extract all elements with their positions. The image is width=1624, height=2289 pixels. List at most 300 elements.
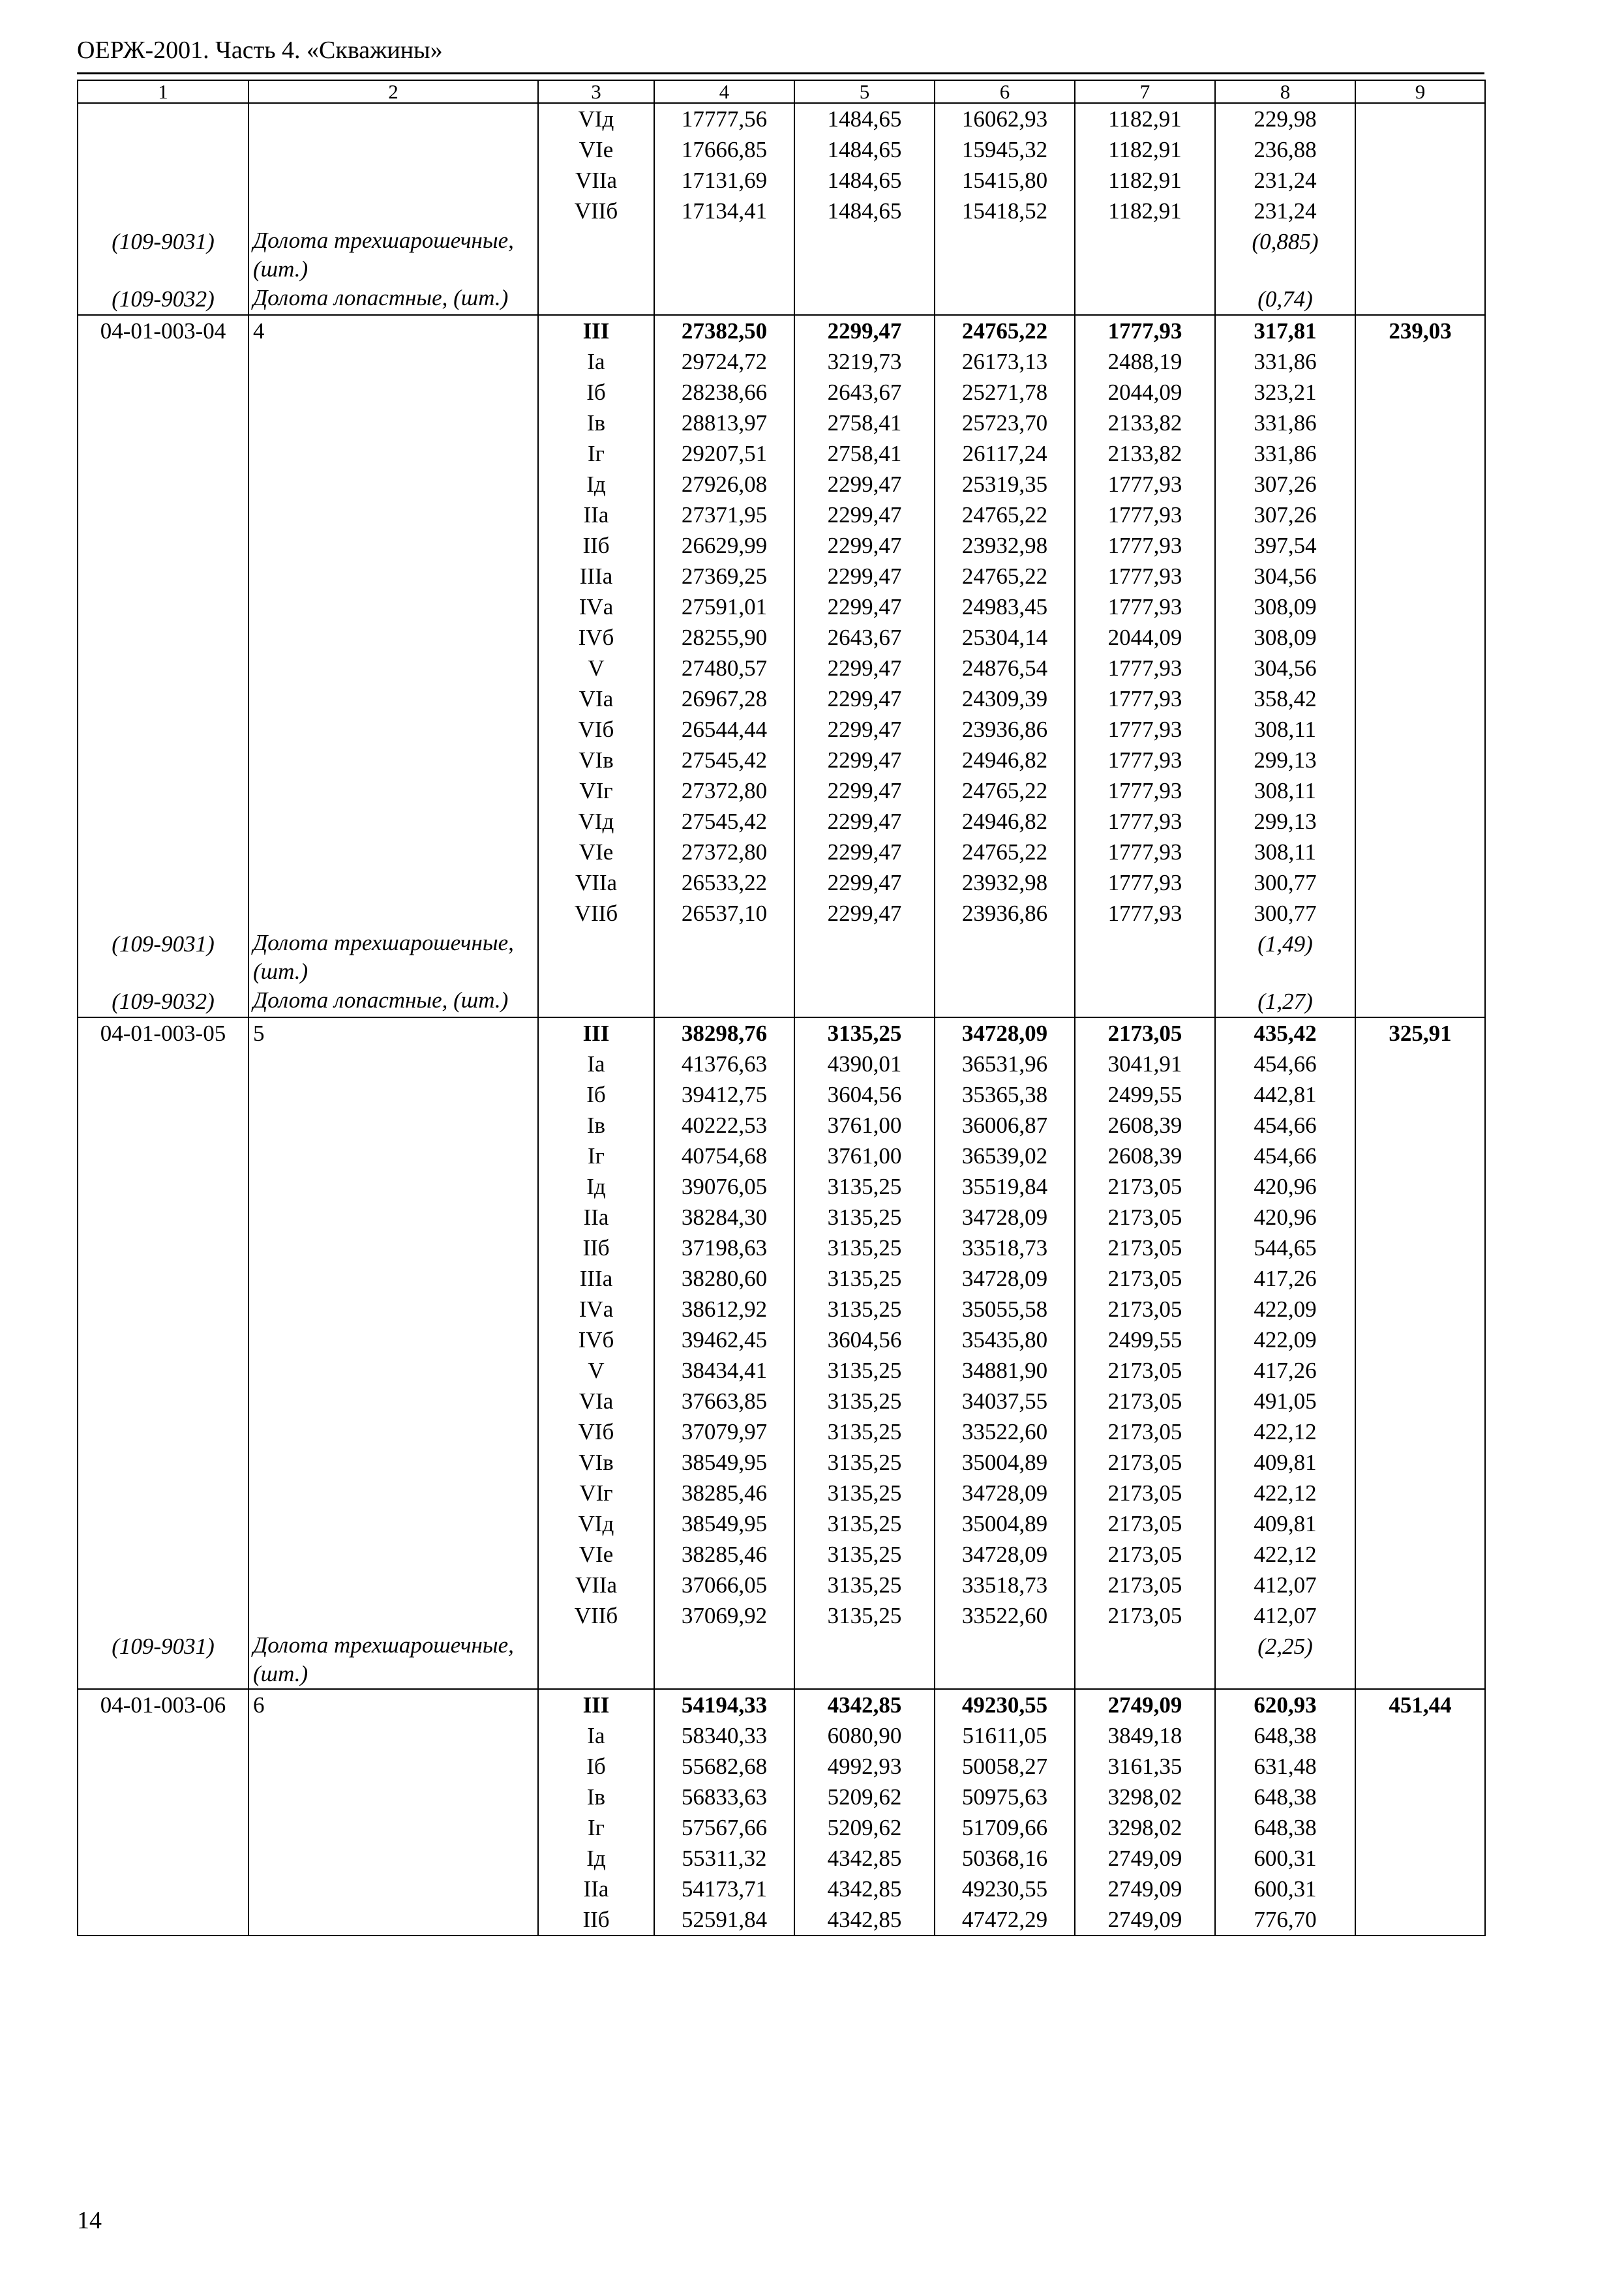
value-cell: 2299,47	[794, 530, 935, 561]
table-row	[78, 683, 1485, 714]
cell-name	[248, 1782, 538, 1812]
cell-name	[248, 165, 538, 196]
value-cell: 26967,28	[654, 683, 794, 714]
value-cell: 1777,93	[1075, 683, 1215, 714]
value-cell: 33518,73	[935, 1233, 1075, 1263]
value-cell: 35435,80	[935, 1324, 1075, 1355]
value-cell: 3219,73	[794, 346, 935, 377]
table-row	[78, 196, 1485, 226]
value-cell: 24765,22	[935, 500, 1075, 530]
value-cell: 454,66	[1215, 1141, 1355, 1171]
value-cell: 26537,10	[654, 898, 794, 929]
labor-cost-cell	[1355, 1812, 1485, 1843]
territory-category: Iг	[538, 1812, 654, 1843]
cell-name	[248, 1751, 538, 1782]
value-cell: 38549,95	[654, 1508, 794, 1539]
cell-name	[248, 683, 538, 714]
resource-quantity: (1,49)	[1215, 929, 1355, 986]
labor-cost-cell	[1355, 196, 1485, 226]
value-cell: 24765,22	[935, 837, 1075, 867]
value-cell: 331,86	[1215, 438, 1355, 469]
labor-cost-cell	[1355, 1049, 1485, 1079]
value-cell: 4342,85	[794, 1689, 935, 1720]
cell-name	[248, 714, 538, 745]
value-cell: 2173,05	[1075, 1447, 1215, 1478]
cell-code	[78, 775, 248, 806]
value-cell: 3604,56	[794, 1324, 935, 1355]
resource-quantity: (1,27)	[1215, 986, 1355, 1017]
table-row	[78, 1904, 1485, 1936]
value-cell: 317,81	[1215, 315, 1355, 346]
territory-category: Iв	[538, 1110, 654, 1141]
cell-code	[78, 867, 248, 898]
table-row	[78, 1386, 1485, 1416]
value-cell	[935, 986, 1075, 1017]
header-rule	[77, 72, 1484, 74]
value-cell: 3135,25	[794, 1508, 935, 1539]
labor-cost-cell	[1355, 1631, 1485, 1689]
value-cell: 35055,58	[935, 1294, 1075, 1324]
territory-category: VIв	[538, 745, 654, 775]
cell-name	[248, 1324, 538, 1355]
territory-category: VIе	[538, 837, 654, 867]
value-cell: 40754,68	[654, 1141, 794, 1171]
cell-name	[248, 1843, 538, 1874]
resource-code: (109-9031)	[78, 226, 248, 284]
cell-name	[248, 196, 538, 226]
value-cell: 1484,65	[794, 165, 935, 196]
value-cell: 2299,47	[794, 561, 935, 591]
value-cell: 422,09	[1215, 1294, 1355, 1324]
value-cell: 307,26	[1215, 500, 1355, 530]
value-cell: 3298,02	[1075, 1812, 1215, 1843]
value-cell: 38284,30	[654, 1202, 794, 1233]
value-cell: 776,70	[1215, 1904, 1355, 1936]
value-cell: 2173,05	[1075, 1263, 1215, 1294]
territory-category	[538, 1631, 654, 1689]
table-row	[78, 591, 1485, 622]
value-cell: 2299,47	[794, 469, 935, 500]
value-cell: 26629,99	[654, 530, 794, 561]
resource-note-row	[78, 929, 1485, 986]
cell-name	[248, 134, 538, 165]
table-row	[78, 1689, 1485, 1720]
value-cell: 1777,93	[1075, 500, 1215, 530]
value-cell: 17131,69	[654, 165, 794, 196]
labor-cost-cell	[1355, 898, 1485, 929]
table-row	[78, 1812, 1485, 1843]
value-cell: 17134,41	[654, 196, 794, 226]
value-cell: 648,38	[1215, 1782, 1355, 1812]
value-cell: 2173,05	[1075, 1386, 1215, 1416]
cell-name	[248, 1263, 538, 1294]
value-cell: 6080,90	[794, 1720, 935, 1751]
value-cell: 2499,55	[1075, 1324, 1215, 1355]
territory-category: Iб	[538, 377, 654, 408]
table-row	[78, 622, 1485, 653]
value-cell: 27480,57	[654, 653, 794, 683]
labor-cost-cell	[1355, 622, 1485, 653]
cell-name	[248, 408, 538, 438]
value-cell: 2608,39	[1075, 1110, 1215, 1141]
value-cell: 331,86	[1215, 346, 1355, 377]
column-number: 5	[794, 80, 935, 103]
table-row	[78, 1874, 1485, 1904]
cell-name	[248, 469, 538, 500]
value-cell: 1777,93	[1075, 745, 1215, 775]
value-cell: 1182,91	[1075, 165, 1215, 196]
value-cell: 1777,93	[1075, 867, 1215, 898]
value-cell: 307,26	[1215, 469, 1355, 500]
value-cell: 23932,98	[935, 530, 1075, 561]
value-cell: 27591,01	[654, 591, 794, 622]
value-cell	[794, 986, 935, 1017]
value-cell: 2299,47	[794, 867, 935, 898]
value-cell: 2173,05	[1075, 1416, 1215, 1447]
value-cell: 54173,71	[654, 1874, 794, 1904]
value-cell: 300,77	[1215, 898, 1355, 929]
labor-cost-cell	[1355, 986, 1485, 1017]
labor-cost-cell	[1355, 1171, 1485, 1202]
value-cell: 442,81	[1215, 1079, 1355, 1110]
cell-name	[248, 653, 538, 683]
cell-name	[248, 500, 538, 530]
value-cell: 26117,24	[935, 438, 1075, 469]
cell-name	[248, 1600, 538, 1631]
labor-cost-cell	[1355, 346, 1485, 377]
value-cell: 2044,09	[1075, 377, 1215, 408]
value-cell	[654, 226, 794, 284]
value-cell: 3135,25	[794, 1263, 935, 1294]
value-cell: 2044,09	[1075, 622, 1215, 653]
labor-cost-cell	[1355, 1874, 1485, 1904]
rate-code: 04-01-003-06	[78, 1689, 248, 1720]
cell-code	[78, 408, 248, 438]
value-cell: 50975,63	[935, 1782, 1075, 1812]
value-cell: 2608,39	[1075, 1141, 1215, 1171]
value-cell: 1777,93	[1075, 806, 1215, 837]
labor-cost-cell: 325,91	[1355, 1017, 1485, 1049]
value-cell: 3298,02	[1075, 1782, 1215, 1812]
labor-cost-cell	[1355, 929, 1485, 986]
value-cell: 358,42	[1215, 683, 1355, 714]
value-cell: 2173,05	[1075, 1570, 1215, 1600]
territory-category: VIд	[538, 1508, 654, 1539]
value-cell: 2488,19	[1075, 346, 1215, 377]
labor-cost-cell	[1355, 377, 1485, 408]
territory-category: VIа	[538, 683, 654, 714]
table-row	[78, 1171, 1485, 1202]
table-row	[78, 1539, 1485, 1570]
value-cell: 56833,63	[654, 1782, 794, 1812]
value-cell: 24946,82	[935, 745, 1075, 775]
value-cell: 41376,63	[654, 1049, 794, 1079]
value-cell: 417,26	[1215, 1263, 1355, 1294]
value-cell: 409,81	[1215, 1508, 1355, 1539]
labor-cost-cell	[1355, 1233, 1485, 1263]
territory-category: IVа	[538, 1294, 654, 1324]
table-row	[78, 1720, 1485, 1751]
labor-cost-cell	[1355, 1324, 1485, 1355]
value-cell: 2173,05	[1075, 1202, 1215, 1233]
value-cell: 3849,18	[1075, 1720, 1215, 1751]
territory-category: Iв	[538, 1782, 654, 1812]
value-cell: 17777,56	[654, 103, 794, 134]
value-cell: 331,86	[1215, 408, 1355, 438]
territory-category: VIв	[538, 1447, 654, 1478]
table-row	[78, 1447, 1485, 1478]
value-cell: 454,66	[1215, 1110, 1355, 1141]
value-cell: 412,07	[1215, 1600, 1355, 1631]
territory-category: IIа	[538, 1874, 654, 1904]
value-cell: 24309,39	[935, 683, 1075, 714]
table-row	[78, 561, 1485, 591]
value-cell: 35365,38	[935, 1079, 1075, 1110]
value-cell: 2133,82	[1075, 408, 1215, 438]
table-row	[78, 1263, 1485, 1294]
value-cell: 2299,47	[794, 683, 935, 714]
value-cell: 236,88	[1215, 134, 1355, 165]
value-cell: 1777,93	[1075, 469, 1215, 500]
page-number: 14	[77, 2207, 102, 2234]
value-cell: 51611,05	[935, 1720, 1075, 1751]
territory-category: III	[538, 315, 654, 346]
territory-category: IVа	[538, 591, 654, 622]
value-cell: 54194,33	[654, 1689, 794, 1720]
value-cell: 5209,62	[794, 1812, 935, 1843]
value-cell: 1777,93	[1075, 714, 1215, 745]
value-cell: 3135,25	[794, 1171, 935, 1202]
value-cell: 50368,16	[935, 1843, 1075, 1874]
value-cell: 27545,42	[654, 745, 794, 775]
labor-cost-cell	[1355, 1508, 1485, 1539]
labor-cost-cell	[1355, 1600, 1485, 1631]
value-cell: 323,21	[1215, 377, 1355, 408]
value-cell: 34037,55	[935, 1386, 1075, 1416]
cell-name	[248, 530, 538, 561]
labor-cost-cell	[1355, 1110, 1485, 1141]
value-cell: 308,11	[1215, 837, 1355, 867]
value-cell: 600,31	[1215, 1874, 1355, 1904]
cell-code	[78, 1539, 248, 1570]
cell-code	[78, 134, 248, 165]
value-cell: 27382,50	[654, 315, 794, 346]
rate-label: 6	[248, 1689, 538, 1720]
value-cell: 34728,09	[935, 1202, 1075, 1233]
cell-name	[248, 622, 538, 653]
cell-name	[248, 1049, 538, 1079]
value-cell: 308,11	[1215, 714, 1355, 745]
rate-code: 04-01-003-04	[78, 315, 248, 346]
value-cell: 57567,66	[654, 1812, 794, 1843]
value-cell: 2173,05	[1075, 1355, 1215, 1386]
value-cell	[1075, 226, 1215, 284]
table-row	[78, 408, 1485, 438]
labor-cost-cell	[1355, 1720, 1485, 1751]
territory-category: VIIб	[538, 1600, 654, 1631]
table-row	[78, 867, 1485, 898]
value-cell: 1777,93	[1075, 653, 1215, 683]
cell-code	[78, 745, 248, 775]
cell-code	[78, 622, 248, 653]
value-cell: 544,65	[1215, 1233, 1355, 1263]
value-cell: 2299,47	[794, 653, 935, 683]
value-cell: 34728,09	[935, 1263, 1075, 1294]
value-cell: 33522,60	[935, 1416, 1075, 1447]
value-cell: 27926,08	[654, 469, 794, 500]
value-cell: 55311,32	[654, 1843, 794, 1874]
labor-cost-cell	[1355, 1478, 1485, 1508]
value-cell: 2299,47	[794, 837, 935, 867]
value-cell: 2749,09	[1075, 1843, 1215, 1874]
table-row	[78, 500, 1485, 530]
cell-name	[248, 591, 538, 622]
value-cell: 3135,25	[794, 1600, 935, 1631]
value-cell: 34728,09	[935, 1478, 1075, 1508]
cell-name	[248, 775, 538, 806]
value-cell: 3135,25	[794, 1386, 935, 1416]
value-cell: 2749,09	[1075, 1874, 1215, 1904]
cell-name	[248, 1874, 538, 1904]
labor-cost-cell	[1355, 1539, 1485, 1570]
value-cell: 38549,95	[654, 1447, 794, 1478]
cell-name	[248, 1110, 538, 1141]
value-cell: 422,12	[1215, 1416, 1355, 1447]
value-cell: 631,48	[1215, 1751, 1355, 1782]
labor-cost-cell	[1355, 775, 1485, 806]
territory-category	[538, 226, 654, 284]
cell-name	[248, 1386, 538, 1416]
cell-code	[78, 837, 248, 867]
value-cell: 37663,85	[654, 1386, 794, 1416]
cell-code	[78, 714, 248, 745]
cell-code	[78, 1049, 248, 1079]
value-cell: 3135,25	[794, 1416, 935, 1447]
labor-cost-cell	[1355, 1751, 1485, 1782]
territory-category: VIг	[538, 775, 654, 806]
cell-name	[248, 1904, 538, 1936]
cell-name	[248, 346, 538, 377]
value-cell: 2643,67	[794, 377, 935, 408]
cell-code	[78, 1324, 248, 1355]
value-cell: 29724,72	[654, 346, 794, 377]
labor-cost-cell	[1355, 837, 1485, 867]
table-row	[78, 1508, 1485, 1539]
value-cell: 2173,05	[1075, 1508, 1215, 1539]
territory-category: VIIб	[538, 898, 654, 929]
value-cell: 49230,55	[935, 1874, 1075, 1904]
value-cell: 1484,65	[794, 196, 935, 226]
table-row	[78, 775, 1485, 806]
value-cell: 3041,91	[1075, 1049, 1215, 1079]
cell-name	[248, 561, 538, 591]
value-cell: 36539,02	[935, 1141, 1075, 1171]
territory-category: Iд	[538, 469, 654, 500]
territory-category: VIIа	[538, 1570, 654, 1600]
table-row	[78, 1079, 1485, 1110]
cell-code	[78, 500, 248, 530]
value-cell: 38434,41	[654, 1355, 794, 1386]
cell-code	[78, 1751, 248, 1782]
value-cell: 2173,05	[1075, 1600, 1215, 1631]
cell-name	[248, 1416, 538, 1447]
cell-code	[78, 1600, 248, 1631]
cell-code	[78, 1233, 248, 1263]
table-row	[78, 530, 1485, 561]
value-cell: 2749,09	[1075, 1904, 1215, 1936]
labor-cost-cell	[1355, 745, 1485, 775]
value-cell: 28238,66	[654, 377, 794, 408]
value-cell: 600,31	[1215, 1843, 1355, 1874]
cell-code	[78, 898, 248, 929]
value-cell: 58340,33	[654, 1720, 794, 1751]
value-cell: 33518,73	[935, 1570, 1075, 1600]
value-cell: 3761,00	[794, 1110, 935, 1141]
value-cell: 2499,55	[1075, 1079, 1215, 1110]
cell-code	[78, 1812, 248, 1843]
table-row	[78, 1416, 1485, 1447]
cell-code	[78, 1508, 248, 1539]
cell-name	[248, 1171, 538, 1202]
cell-code	[78, 1355, 248, 1386]
territory-category: VIд	[538, 806, 654, 837]
territory-category: IIб	[538, 1233, 654, 1263]
table-row	[78, 438, 1485, 469]
labor-cost-cell: 239,03	[1355, 315, 1485, 346]
value-cell: 417,26	[1215, 1355, 1355, 1386]
labor-cost-cell	[1355, 1355, 1485, 1386]
value-cell: 34728,09	[935, 1017, 1075, 1049]
territory-category: IVб	[538, 622, 654, 653]
table-row	[78, 837, 1485, 867]
table-row	[78, 898, 1485, 929]
column-number: 1	[78, 80, 248, 103]
cell-code	[78, 561, 248, 591]
value-cell: 1484,65	[794, 103, 935, 134]
value-cell: 28813,97	[654, 408, 794, 438]
resource-code: (109-9032)	[78, 284, 248, 315]
territory-category: IIа	[538, 1202, 654, 1233]
cell-code	[78, 1874, 248, 1904]
value-cell: 24876,54	[935, 653, 1075, 683]
territory-category: IIб	[538, 1904, 654, 1936]
table-row	[78, 469, 1485, 500]
value-cell: 2299,47	[794, 500, 935, 530]
territory-category: VIIб	[538, 196, 654, 226]
cell-name	[248, 1294, 538, 1324]
territory-category: VIа	[538, 1386, 654, 1416]
value-cell: 37066,05	[654, 1570, 794, 1600]
value-cell	[654, 929, 794, 986]
resource-note-row	[78, 284, 1485, 315]
value-cell: 620,93	[1215, 1689, 1355, 1720]
value-cell: 50058,27	[935, 1751, 1075, 1782]
value-cell: 308,11	[1215, 775, 1355, 806]
table-row	[78, 653, 1485, 683]
value-cell: 55682,68	[654, 1751, 794, 1782]
value-cell: 28255,90	[654, 622, 794, 653]
resource-name: Долота лопастные, (шт.)	[248, 284, 538, 315]
cell-code	[78, 469, 248, 500]
cell-code	[78, 1478, 248, 1508]
value-cell: 4342,85	[794, 1904, 935, 1936]
value-cell: 1484,65	[794, 134, 935, 165]
cell-code	[78, 1843, 248, 1874]
territory-category: Iа	[538, 1049, 654, 1079]
resource-note-row	[78, 986, 1485, 1017]
value-cell: 27371,95	[654, 500, 794, 530]
resource-name: Долота лопастные, (шт.)	[248, 986, 538, 1017]
